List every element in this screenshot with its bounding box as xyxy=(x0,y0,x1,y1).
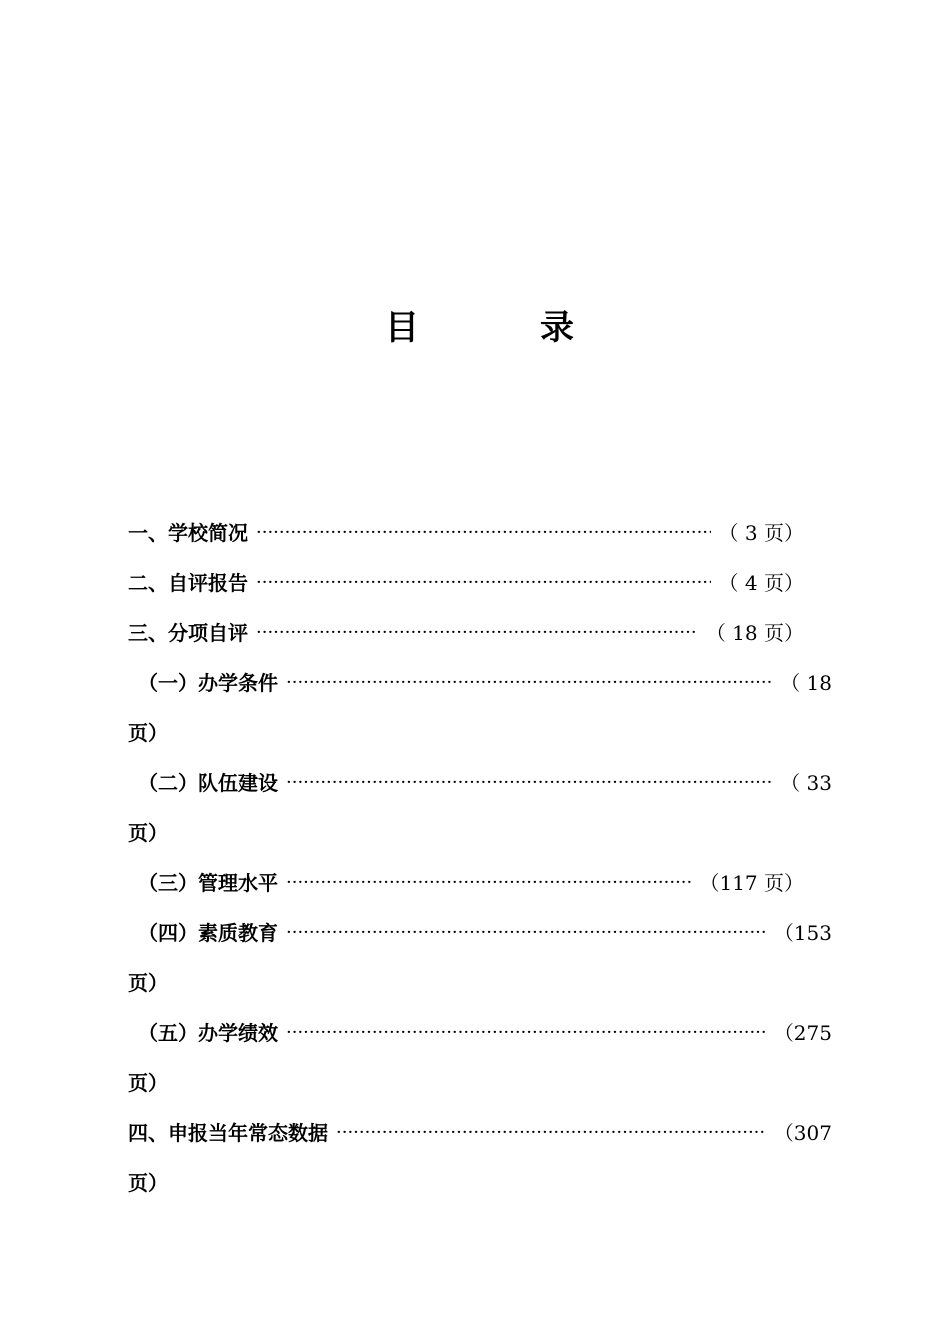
toc-entry-7[interactable] xyxy=(128,908,832,958)
toc-entry-5[interactable] xyxy=(128,758,832,808)
toc-leader-dots xyxy=(256,608,698,658)
toc-leader-dots xyxy=(286,758,772,808)
toc-entry-label: （二）队伍建设 xyxy=(138,771,278,795)
toc-entry-9[interactable] xyxy=(128,1108,832,1158)
toc-entry-2[interactable] xyxy=(128,558,832,608)
toc-entry-page: （ 18 页） xyxy=(705,621,804,645)
toc-entry-page: （ 18 xyxy=(780,671,832,695)
toc-entry-3[interactable] xyxy=(128,608,832,658)
toc-entry-label: 三、分项自评 xyxy=(128,621,248,645)
toc-entry-5-continuation: 页） xyxy=(128,821,168,845)
toc-entry-label: （三）管理水平 xyxy=(138,871,278,895)
page-title xyxy=(0,304,950,352)
title-char-1: 目 xyxy=(385,308,419,348)
toc-leader-dots xyxy=(256,508,711,558)
toc-entry-page: （275 xyxy=(773,1021,832,1045)
toc-entry-label: （四）素质教育 xyxy=(138,921,278,945)
toc-entry-1[interactable] xyxy=(128,508,832,558)
toc-entry-page: （307 xyxy=(773,1121,832,1145)
toc-entry-4[interactable] xyxy=(128,658,832,708)
toc-entry-4-continuation: 页） xyxy=(128,721,168,745)
toc-entry-6[interactable] xyxy=(128,858,832,908)
toc-leader-dots xyxy=(286,1008,766,1058)
toc-entry-label: 一、学校简况 xyxy=(128,521,248,545)
toc-entry-page: （117 页） xyxy=(699,871,804,895)
toc-entry-page: （ 4 页） xyxy=(718,571,804,595)
toc-entry-label: （五）办学绩效 xyxy=(138,1021,278,1045)
toc-entry-page: （ 3 页） xyxy=(718,521,804,545)
toc-leader-dots xyxy=(336,1108,766,1158)
toc-entry-8[interactable] xyxy=(128,1008,832,1058)
toc-entry-7-continuation: 页） xyxy=(128,971,168,995)
toc-entry-label: （一）办学条件 xyxy=(138,671,278,695)
toc-entry-page: （ 33 xyxy=(780,771,832,795)
toc-leader-dots xyxy=(256,558,711,608)
toc-entry-page: （153 xyxy=(773,921,832,945)
table-of-contents xyxy=(128,508,832,1208)
toc-leader-dots xyxy=(286,858,691,908)
toc-leader-dots xyxy=(286,908,766,958)
toc-leader-dots xyxy=(286,658,772,708)
toc-entry-9-continuation: 页） xyxy=(128,1171,168,1195)
toc-entry-label: 四、申报当年常态数据 xyxy=(128,1121,328,1145)
toc-entry-label: 二、自评报告 xyxy=(128,571,248,595)
title-char-2: 录 xyxy=(540,308,574,348)
toc-entry-8-continuation: 页） xyxy=(128,1071,168,1095)
